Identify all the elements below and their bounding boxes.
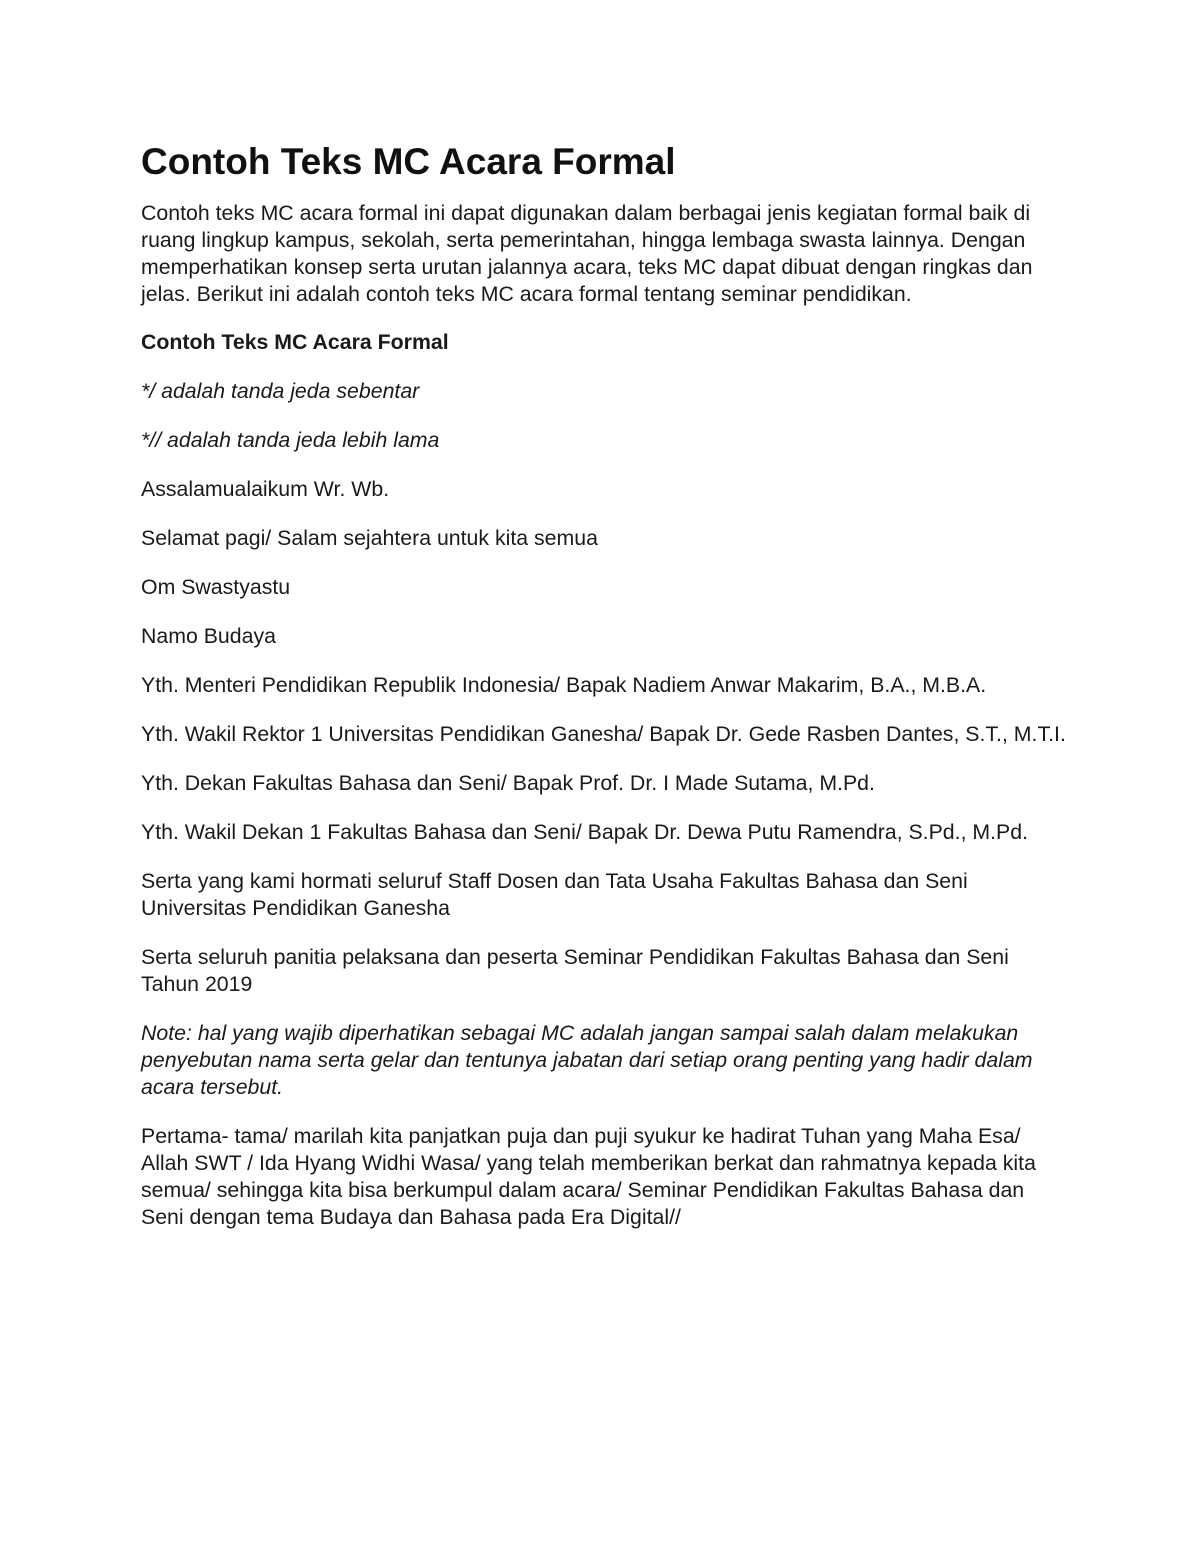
document-page [141,138,1071,1253]
pause-short-note: */ adalah tanda jeda sebentar [141,379,420,403]
greeting-line: Namo Budaya [141,624,276,648]
honorific-line: Serta seluruh panitia pelaksana dan peserta Seminar Pendidikan Fakultas Bahasa dan Seni Tahun 2019 [141,945,1009,996]
greeting-line: Assalamualaikum Wr. Wb. [141,477,390,501]
honorific-line: Yth. Wakil Dekan 1 Fakultas Bahasa dan Seni/ Bapak Dr. Dewa Putu Ramendra, S.Pd., M.Pd. [141,820,1029,844]
honorific-line: Serta yang kami hormati seluruf Staff Dosen dan Tata Usaha Fakultas Bahasa dan Seni Universitas Pendidikan Ganesha [141,869,968,920]
document-title: Contoh Teks MC Acara Formal [141,141,676,182]
honorific-line: Yth. Dekan Fakultas Bahasa dan Seni/ Bapak Prof. Dr. I Made Sutama, M.Pd. [141,771,875,795]
opening-paragraph: Pertama- tama/ marilah kita panjatkan puja dan puji syukur ke hadirat Tuhan yang Maha Esa/ Allah SWT / Ida Hyang Widhi Wasa/ yang telah memberikan berkat dan rahmatnya kepada kita semua/ sehingga kita bisa berkumpul dalam acara/ Seminar Pendidikan Fakultas Bahasa dan Seni dengan tema Budaya dan Bahasa pada Era Digital// [141,1124,1036,1229]
honorific-line: Yth. Wakil Rektor 1 Universitas Pendidikan Ganesha/ Bapak Dr. Gede Rasben Dantes, S.T., M.T.I. [141,722,1066,746]
mc-note: Note: hal yang wajib diperhatikan sebagai MC adalah jangan sampai salah dalam melakukan penyebutan nama serta gelar dan tentunya jabatan dari setiap orang penting yang hadir dalam acara tersebut. [141,1021,1033,1099]
intro-paragraph: Contoh teks MC acara formal ini dapat digunakan dalam berbagai jenis kegiatan formal baik di ruang lingkup kampus, sekolah, serta pemerintahan, hingga lembaga swasta lainnya. Dengan memperhatikan konsep serta urutan jalannya acara, teks MC dapat dibuat dengan ringkas dan jelas. Berikut ini adalah contoh teks MC acara formal tentang seminar pendidikan. [141,201,1033,306]
honorific-line: Yth. Menteri Pendidikan Republik Indonesia/ Bapak Nadiem Anwar Makarim, B.A., M.B.A. [141,673,987,697]
pause-long-note: *// adalah tanda jeda lebih lama [141,428,440,452]
section-subheading: Contoh Teks MC Acara Formal [141,330,449,354]
greeting-line: Selamat pagi/ Salam sejahtera untuk kita semua [141,526,598,550]
greeting-line: Om Swastyastu [141,575,291,599]
